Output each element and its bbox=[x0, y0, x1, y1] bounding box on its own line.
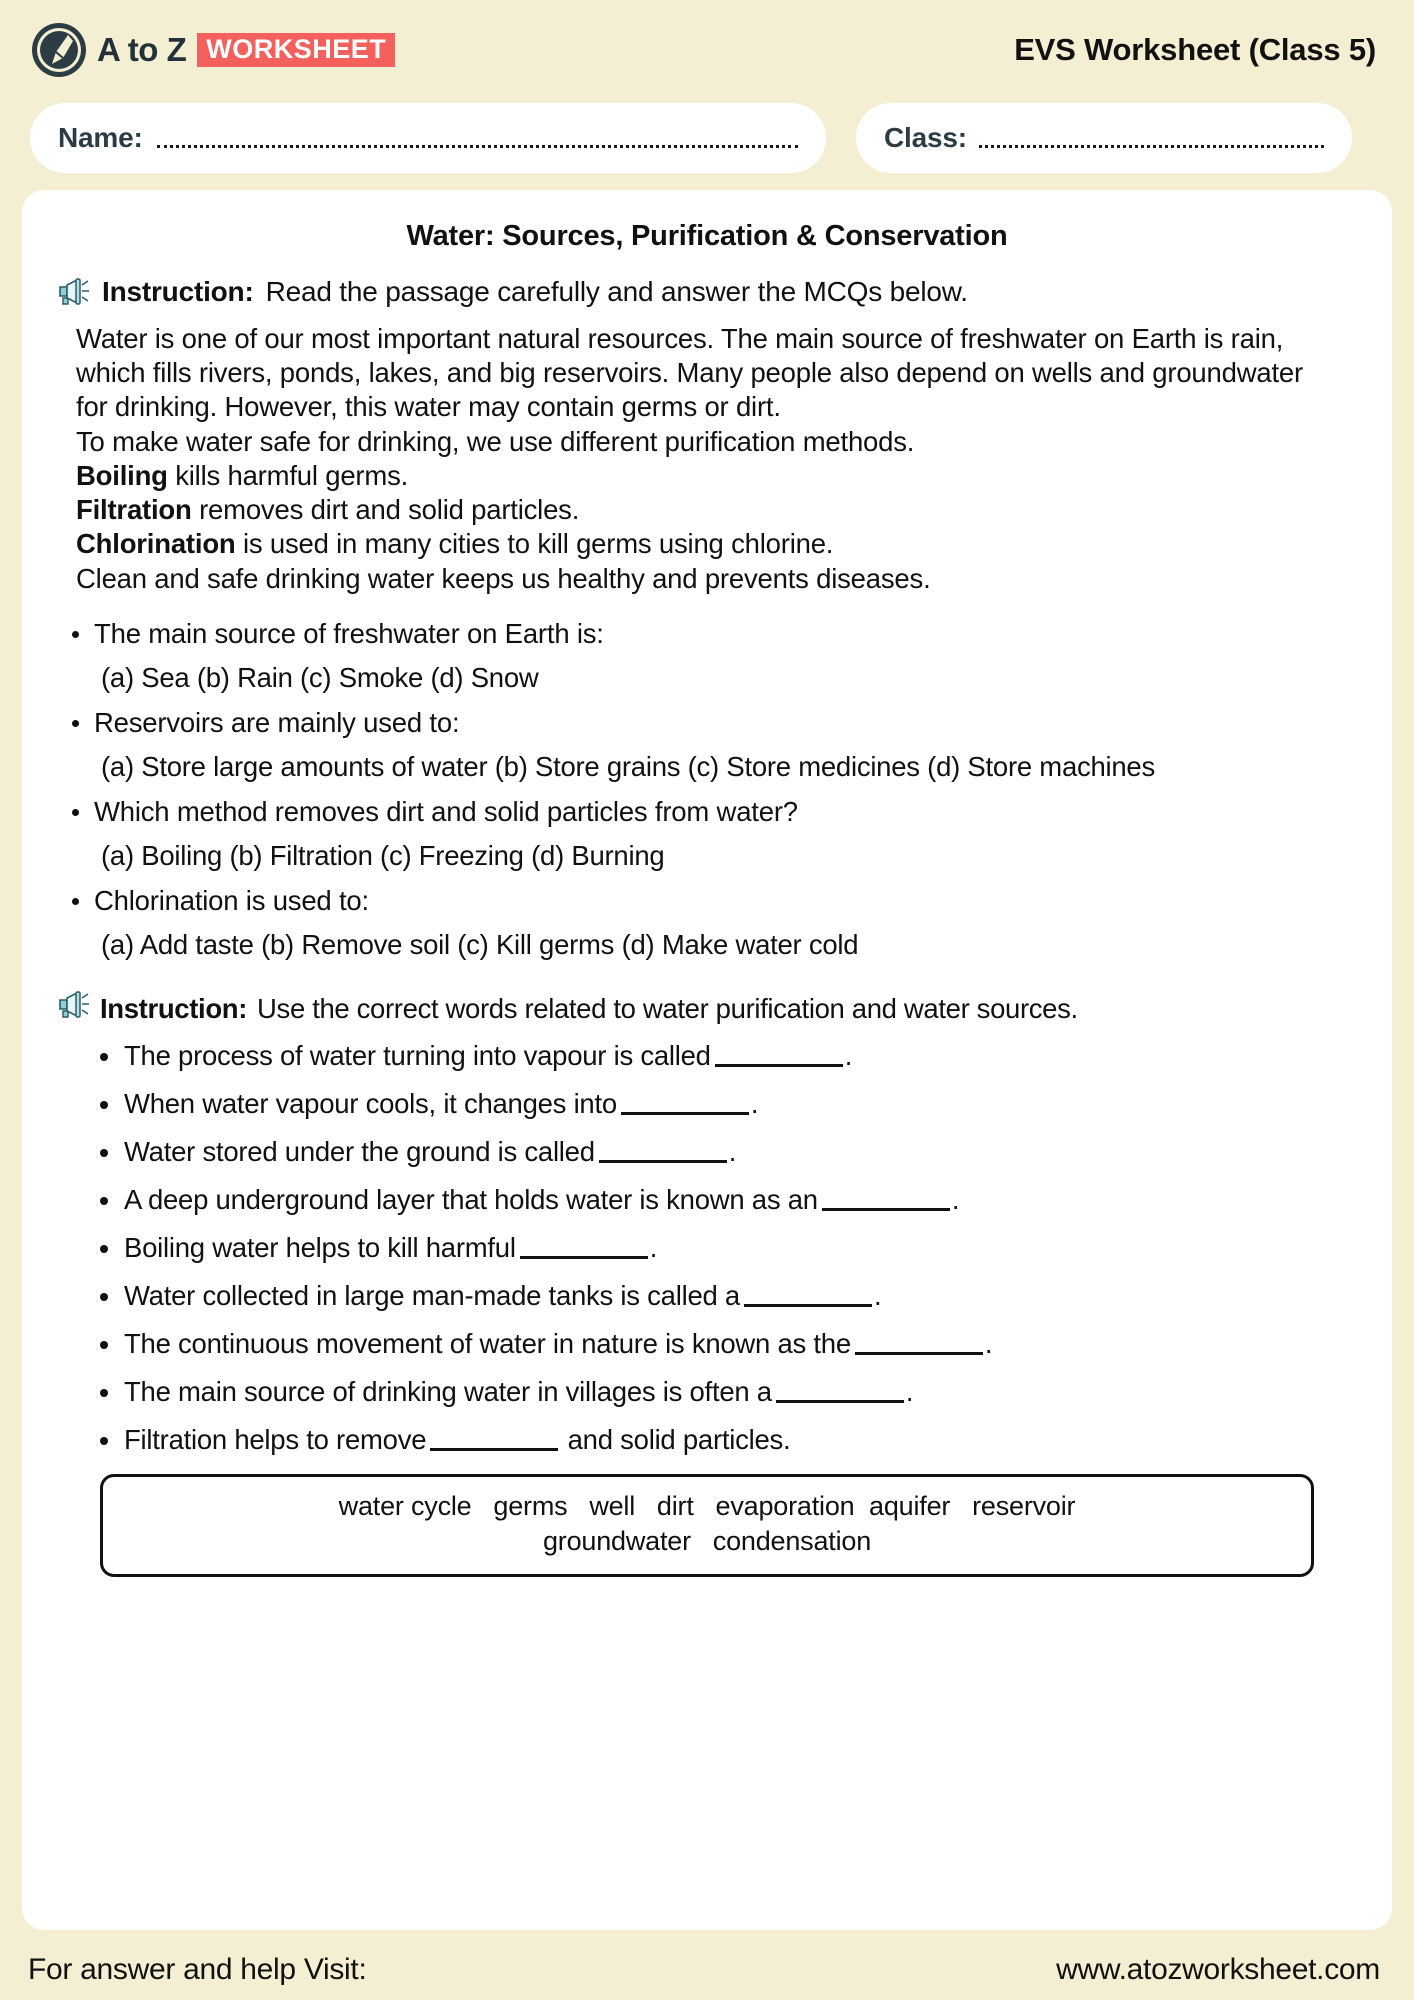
blank-text-after: . bbox=[844, 1040, 853, 1072]
worksheet-sheet bbox=[22, 190, 1392, 1930]
word-bank-box bbox=[100, 1474, 1314, 1576]
blank-text-before: When water vapour cools, it changes into bbox=[124, 1088, 617, 1120]
instruction-2-label: Instruction: bbox=[100, 993, 248, 1025]
class-label: Class: bbox=[884, 122, 967, 153]
blank-text-before: The continuous movement of water in nature is known as the bbox=[124, 1328, 851, 1360]
mcq-options[interactable]: (a) Store large amounts of water (b) Store grains (c) Store medicines (d) Store machines bbox=[101, 750, 1155, 782]
class-input-line[interactable] bbox=[979, 145, 1324, 148]
mcq-options[interactable]: (a) Boiling (b) Filtration (c) Freezing (d) Burning bbox=[101, 839, 665, 871]
mcq-question: Chlorination is used to: bbox=[56, 883, 1358, 919]
fill-in-blank-item bbox=[92, 1327, 1358, 1360]
mcq-item bbox=[56, 794, 1358, 873]
name-input-line[interactable] bbox=[157, 145, 798, 148]
blank-text-before: Water collected in large man-made tanks is called a bbox=[124, 1280, 740, 1312]
blank-text-before: The process of water turning into vapour is called bbox=[124, 1040, 711, 1072]
reading-passage bbox=[56, 322, 1358, 596]
passage-paragraph: To make water safe for drinking, we use different purification methods. bbox=[76, 425, 915, 457]
passage-paragraph: Chlorination is used in many cities to kill germs using chlorine. bbox=[76, 528, 834, 560]
blank-text-before: Filtration helps to remove bbox=[124, 1424, 427, 1456]
blank-input-line[interactable] bbox=[621, 1112, 749, 1115]
blank-text-after: and solid particles. bbox=[560, 1424, 791, 1456]
mcq-question: The main source of freshwater on Earth is: bbox=[56, 616, 1358, 652]
blank-input-line[interactable] bbox=[599, 1160, 727, 1163]
class-field-box[interactable] bbox=[856, 103, 1352, 173]
megaphone-icon bbox=[56, 277, 90, 312]
page-header bbox=[0, 0, 1414, 100]
mcq-question: Which method removes dirt and solid particles from water? bbox=[56, 794, 1358, 830]
word-bank-row: water cycle germs well dirt evaporation aquifer reservoir bbox=[338, 1491, 1076, 1522]
mcq-item bbox=[56, 616, 1358, 695]
instruction-block-1 bbox=[56, 273, 1358, 308]
fill-in-blank-item bbox=[92, 1375, 1358, 1408]
passage-paragraph: Boiling kills harmful germs. bbox=[76, 459, 409, 491]
worksheet-subject-title: EVS Worksheet (Class 5) bbox=[1014, 32, 1376, 67]
passage-paragraph: Water is one of our most important natural resources. The main source of freshwater on Earth is rain, which fills rivers, ponds, lakes, and big reservoirs. Many people also depend on wells and groundwater for drinking. However, this water may contain germs or dirt. bbox=[76, 323, 1303, 423]
fill-in-blank-item bbox=[92, 1423, 1358, 1456]
fill-in-blank-item bbox=[92, 1087, 1358, 1120]
brand-tag: WORKSHEET bbox=[197, 33, 395, 67]
blank-text-before: Water stored under the ground is called bbox=[124, 1136, 595, 1168]
blank-text-before: Boiling water helps to kill harmful bbox=[124, 1232, 516, 1264]
fill-in-blank-item bbox=[92, 1279, 1358, 1312]
passage-paragraph: Clean and safe drinking water keeps us healthy and prevents diseases. bbox=[76, 562, 931, 594]
page-footer bbox=[0, 1940, 1414, 2000]
brand-name: A to Z bbox=[97, 31, 187, 68]
blank-text-before: A deep underground layer that holds water is known as an bbox=[124, 1184, 818, 1216]
instruction-1-text: Read the passage carefully and answer the MCQs below. bbox=[265, 276, 968, 307]
blank-input-line[interactable] bbox=[822, 1208, 950, 1211]
fill-in-blank-list bbox=[56, 1039, 1358, 1456]
student-info-row bbox=[30, 103, 1384, 173]
mcq-list bbox=[56, 616, 1358, 963]
megaphone-icon bbox=[56, 990, 90, 1025]
mcq-options[interactable]: (a) Sea (b) Rain (c) Smoke (d) Snow bbox=[101, 661, 539, 693]
footer-website-url[interactable]: www.atozworksheet.com bbox=[1056, 1953, 1380, 1986]
instruction-1-label: Instruction: bbox=[102, 276, 254, 307]
blank-text-after: . bbox=[873, 1280, 882, 1312]
footer-help-text: For answer and help Visit: bbox=[28, 1953, 367, 1986]
blank-text-after: . bbox=[984, 1328, 993, 1360]
blank-input-line[interactable] bbox=[855, 1352, 983, 1355]
passage-paragraph: Filtration removes dirt and solid particles. bbox=[76, 494, 580, 526]
mcq-item bbox=[56, 705, 1358, 784]
word-bank-row: groundwater condensation bbox=[542, 1526, 872, 1557]
blank-text-after: . bbox=[951, 1184, 960, 1216]
instruction-2-text: Use the correct words related to water purification and water sources. bbox=[257, 993, 1078, 1025]
mcq-options[interactable]: (a) Add taste (b) Remove soil (c) Kill germs (d) Make water cold bbox=[101, 929, 859, 960]
blank-text-before: The main source of drinking water in villages is often a bbox=[124, 1376, 772, 1408]
mcq-question: Reservoirs are mainly used to: bbox=[56, 705, 1358, 741]
blank-input-line[interactable] bbox=[715, 1064, 843, 1067]
blank-text-after: . bbox=[905, 1376, 914, 1408]
page-title: Water: Sources, Purification & Conservation bbox=[406, 220, 1008, 252]
fill-in-blank-item bbox=[92, 1183, 1358, 1216]
blank-input-line[interactable] bbox=[520, 1256, 648, 1259]
blank-input-line[interactable] bbox=[776, 1400, 904, 1403]
blank-text-after: . bbox=[649, 1232, 658, 1264]
instruction-block-2 bbox=[56, 990, 1358, 1025]
pen-circle-logo-icon bbox=[32, 23, 86, 77]
fill-in-blank-item bbox=[92, 1039, 1358, 1072]
mcq-item bbox=[56, 883, 1358, 962]
fill-in-blank-item bbox=[92, 1135, 1358, 1168]
blank-text-after: . bbox=[750, 1088, 759, 1120]
fill-in-blank-item bbox=[92, 1231, 1358, 1264]
name-field-box[interactable] bbox=[30, 103, 826, 173]
name-label: Name: bbox=[58, 122, 143, 153]
blank-input-line[interactable] bbox=[744, 1304, 872, 1307]
blank-text-after: . bbox=[728, 1136, 737, 1168]
brand-logo bbox=[32, 23, 395, 77]
blank-input-line[interactable] bbox=[430, 1448, 558, 1451]
